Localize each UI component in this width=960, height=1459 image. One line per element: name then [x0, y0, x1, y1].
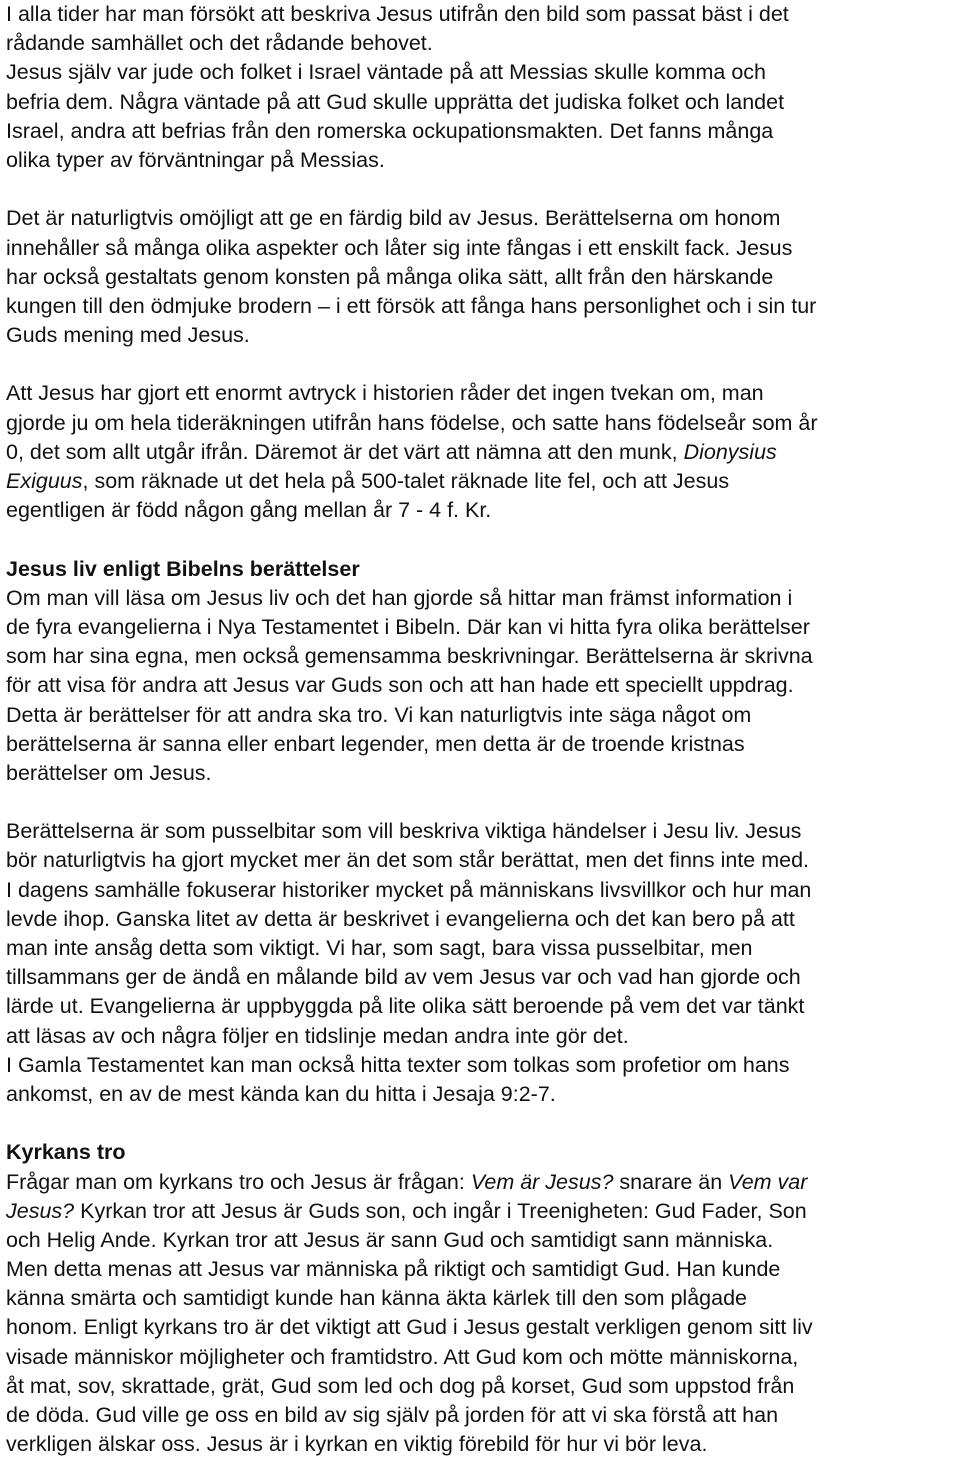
paragraph [6, 1138, 956, 1459]
text-run: innehåller så många olika aspekter och låter sig inte fångas i ett enskilt fack. Jesus [6, 235, 793, 260]
text-run: lärde ut. Evangelierna är uppbyggda på lite olika sätt beroende på vem det var tänkt [6, 994, 805, 1019]
text-line [6, 1226, 956, 1255]
text-line [6, 58, 956, 87]
text-line [6, 584, 956, 613]
section-heading: Kyrkans tro [6, 1140, 126, 1165]
text-run: Kyrkan tror att Jesus är Guds son, och ingår i Treenigheten: Gud Fader, Son [74, 1198, 807, 1223]
paragraph [6, 0, 956, 175]
text-run: snarare än [613, 1169, 729, 1194]
text-line [6, 321, 956, 350]
paragraph [6, 379, 956, 525]
text-run: befria dem. Några väntade på att Gud skulle upprätta det judiska folket och landet [6, 89, 785, 114]
section-heading: Jesus liv enligt Bibelns berättelser [6, 556, 360, 581]
italic-text: Vem var [728, 1169, 808, 1194]
text-run: 0, det som allt utgår ifrån. Däremot är det värt att nämna att den munk, [6, 439, 684, 464]
text-line [6, 817, 956, 846]
text-line [6, 963, 956, 992]
text-line [6, 1255, 956, 1284]
text-run: verkligen älskar oss. Jesus är i kyrkan en viktig förebild för hur vi bör leva. [6, 1432, 708, 1457]
text-line [6, 1372, 956, 1401]
text-run: Guds mening med Jesus. [6, 323, 250, 348]
text-line [6, 1022, 956, 1051]
text-run: Detta är berättelser för att andra ska tro. Vi kan naturligtvis inte säga något om [6, 702, 752, 727]
text-line [6, 1051, 956, 1080]
text-line [6, 438, 956, 467]
text-run: för att visa för andra att Jesus var Guds son och att han hade ett speciellt uppdrag. [6, 673, 794, 698]
paragraph [6, 817, 956, 1109]
text-run: olika typer av förväntningar på Messias. [6, 147, 385, 172]
text-run: de döda. Gud ville ge oss en bild av sig själv på jorden för att vi ska förstå att han [6, 1403, 779, 1427]
italic-text: Exiguus [6, 469, 83, 493]
text-line [6, 29, 956, 58]
text-line [6, 1401, 956, 1430]
text-run: åt mat, sov, skrattade, grät, Gud som led och dog på korset, Gud som uppstod från [6, 1373, 795, 1398]
text-line [6, 467, 956, 496]
text-run: Jesus själv var jude och folket i Israel väntade på att Messias skulle komma och [6, 60, 767, 85]
text-line [6, 263, 956, 292]
text-line [6, 730, 956, 759]
italic-text: Dionysius [683, 439, 777, 464]
text-line [6, 934, 956, 963]
text-line [6, 1197, 956, 1226]
text-line [6, 759, 956, 788]
text-line [6, 0, 956, 29]
paragraph-gap [6, 525, 956, 554]
text-run: Men detta menas att Jesus var människa på riktigt och samtidigt Gud. Han kunde [6, 1257, 781, 1282]
text-line [6, 1168, 956, 1197]
text-line [6, 846, 956, 875]
text-run: ankomst, en av de mest kända kan du hitta i Jesaja 9:2-7. [6, 1081, 556, 1106]
text-run: känna smärta och samtidigt kunde han känna äkta kärlek till den som plågade [6, 1286, 747, 1311]
text-run: honom. Enligt kyrkans tro är det viktigt att Gud i Jesus gestalt verkligen genom sitt liv [6, 1315, 813, 1340]
text-run: har också gestaltats genom konsten på många olika sätt, allt från den härskande [6, 264, 774, 289]
text-line [6, 496, 956, 525]
text-run: Israel, andra att befrias från den romerska ockupationsmakten. Det fanns många [6, 118, 774, 143]
text-line [6, 701, 956, 730]
text-run: kungen till den ödmjuke brodern – i ett försök att fånga hans personlighet och i sin tur [6, 293, 817, 318]
text-line [6, 876, 956, 905]
text-run: rådande samhället och det rådande behovet. [6, 31, 433, 56]
text-run: levde ihop. Ganska litet av detta är beskrivet i evangelierna och det kan bero på att [6, 906, 795, 931]
text-run: I alla tider har man försökt att beskriva Jesus utifrån den bild som passat bäst i det [6, 2, 789, 26]
paragraph-gap [6, 1109, 956, 1138]
text-line [6, 642, 956, 671]
text-run: berättelserna är sanna eller enbart legender, men detta är de troende kristnas [6, 731, 745, 756]
text-run: de fyra evangelierna i Nya Testamentet i Bibeln. Där kan vi hitta fyra olika berättelser [6, 614, 810, 639]
text-run: tillsammans ger de ändå en målande bild av vem Jesus var och vad han gjorde och [6, 965, 801, 990]
text-run: egentligen är född någon gång mellan år 7 - 4 f. Kr. [6, 498, 492, 523]
text-run: gjorde ju om hela tideräkningen utifrån hans födelse, och satte hans födelseår som år [6, 410, 818, 435]
text-line [6, 992, 956, 1021]
text-run: I Gamla Testamentet kan man också hitta texter som tolkas som profetior om hans [6, 1052, 790, 1077]
text-run: Frågar man om kyrkans tro och Jesus är frågan: [6, 1169, 471, 1194]
italic-text: Vem är Jesus? [470, 1169, 614, 1194]
text-line [6, 1080, 956, 1109]
text-run: som har sina egna, men också gemensamma beskrivningar. Berättelserna är skrivna [6, 644, 813, 669]
italic-text: Jesus? [6, 1198, 75, 1223]
text-line [6, 905, 956, 934]
text-line [6, 613, 956, 642]
text-run: att läsas av och några följer en tidslinje medan andra inte gör det. [6, 1023, 629, 1048]
text-line [6, 409, 956, 438]
text-run: Berättelserna är som pusselbitar som vill beskriva viktiga händelser i Jesu liv. Jesus [6, 819, 802, 844]
text-line [6, 1284, 956, 1313]
paragraph-gap [6, 175, 956, 204]
text-line [6, 117, 956, 146]
paragraph [6, 204, 956, 350]
text-line [6, 1430, 956, 1459]
text-line [6, 379, 956, 408]
document-page [6, 0, 956, 1459]
text-run: bör naturligtvis ha gjort mycket mer än det som står berättat, men det finns inte med. [6, 848, 810, 873]
text-run: Det är naturligtvis omöjligt att ge en färdig bild av Jesus. Berättelserna om honom [6, 206, 781, 231]
text-line [6, 1343, 956, 1372]
text-line [6, 671, 956, 700]
text-run: Om man vill läsa om Jesus liv och det han gjorde så hittar man främst information i [6, 585, 793, 610]
paragraph-gap [6, 350, 956, 379]
text-line [6, 1313, 956, 1342]
text-line [6, 204, 956, 233]
text-run: man inte ansåg detta som viktigt. Vi har, som sagt, bara vissa pusselbitar, men [6, 936, 753, 960]
text-line [6, 292, 956, 321]
text-run: , som räknade ut det hela på 500-talet räknade lite fel, och att Jesus [82, 469, 730, 493]
text-line [6, 146, 956, 175]
text-line [6, 234, 956, 263]
text-run: visade människor möjligheter och framtidstro. Att Gud kom och mötte människorna, [6, 1344, 799, 1369]
text-run: och Helig Ande. Kyrkan tror att Jesus är sann Gud och samtidigt sann människa. [6, 1227, 774, 1252]
text-run: I dagens samhälle fokuserar historiker mycket på människans livsvillkor och hur man [6, 877, 812, 902]
text-run: Att Jesus har gjort ett enormt avtryck i historien råder det ingen tvekan om, man [6, 381, 764, 406]
text-line [6, 88, 956, 117]
paragraph [6, 555, 956, 789]
paragraph-gap [6, 788, 956, 817]
text-run: berättelser om Jesus. [6, 760, 212, 785]
